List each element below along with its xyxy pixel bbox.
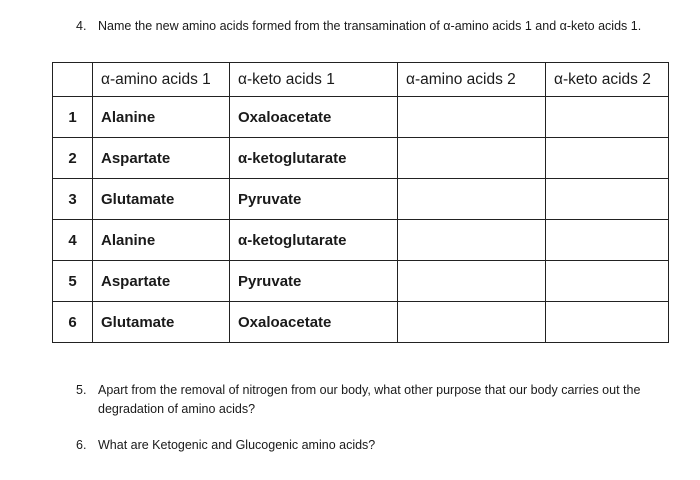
keto-acid-2-cell[interactable] [546,179,669,220]
question-number: 4. [76,19,87,33]
keto-acid-1-cell: α-ketoglutarate [230,220,398,261]
keto-acid-1-cell: Oxaloacetate [230,97,398,138]
keto-acid-2-cell[interactable] [546,97,669,138]
header-keto-acids-2: α-keto acids 2 [546,63,669,97]
amino-acid-2-cell[interactable] [398,97,546,138]
amino-acid-2-cell[interactable] [398,179,546,220]
keto-acid-2-cell[interactable] [546,261,669,302]
row-number: 3 [53,179,93,220]
keto-acid-2-cell[interactable] [546,302,669,343]
table-row [53,179,669,220]
question-4 [76,17,646,36]
keto-acid-1-cell: Pyruvate [230,179,398,220]
amino-acid-1-cell: Aspartate [93,138,230,179]
transamination-table [52,62,669,343]
question-number: 6. [76,438,87,452]
question-text: Apart from the removal of nitrogen from our body, what other purpose that our body carries out the degradation of amino acids? [98,383,641,416]
header-corner [53,63,93,97]
keto-acid-1-cell: α-ketoglutarate [230,138,398,179]
amino-acid-2-cell[interactable] [398,220,546,261]
keto-acid-1-cell: Oxaloacetate [230,302,398,343]
table-row [53,97,669,138]
amino-acid-1-cell: Alanine [93,97,230,138]
row-number: 1 [53,97,93,138]
amino-acid-1-cell: Glutamate [93,302,230,343]
header-amino-acids-1: α-amino acids 1 [93,63,230,97]
question-text: What are Ketogenic and Glucogenic amino acids? [98,438,376,452]
amino-acid-1-cell: Glutamate [93,179,230,220]
row-number: 6 [53,302,93,343]
question-text: Name the new amino acids formed from the transamination of α-amino acids 1 and α-keto acids 1. [98,19,642,33]
table-row [53,138,669,179]
question-5 [76,381,646,419]
row-number: 4 [53,220,93,261]
row-number: 5 [53,261,93,302]
header-amino-acids-2: α-amino acids 2 [398,63,546,97]
keto-acid-1-cell: Pyruvate [230,261,398,302]
amino-acid-2-cell[interactable] [398,261,546,302]
table-header-row [53,63,669,97]
keto-acid-2-cell[interactable] [546,220,669,261]
question-number: 5. [76,383,87,397]
amino-acid-1-cell: Aspartate [93,261,230,302]
amino-acid-1-cell: Alanine [93,220,230,261]
table-row [53,261,669,302]
header-keto-acids-1: α-keto acids 1 [230,63,398,97]
amino-acid-2-cell[interactable] [398,138,546,179]
keto-acid-2-cell[interactable] [546,138,669,179]
amino-acid-2-cell[interactable] [398,302,546,343]
row-number: 2 [53,138,93,179]
table-row [53,302,669,343]
table-row [53,220,669,261]
question-6 [76,436,646,455]
